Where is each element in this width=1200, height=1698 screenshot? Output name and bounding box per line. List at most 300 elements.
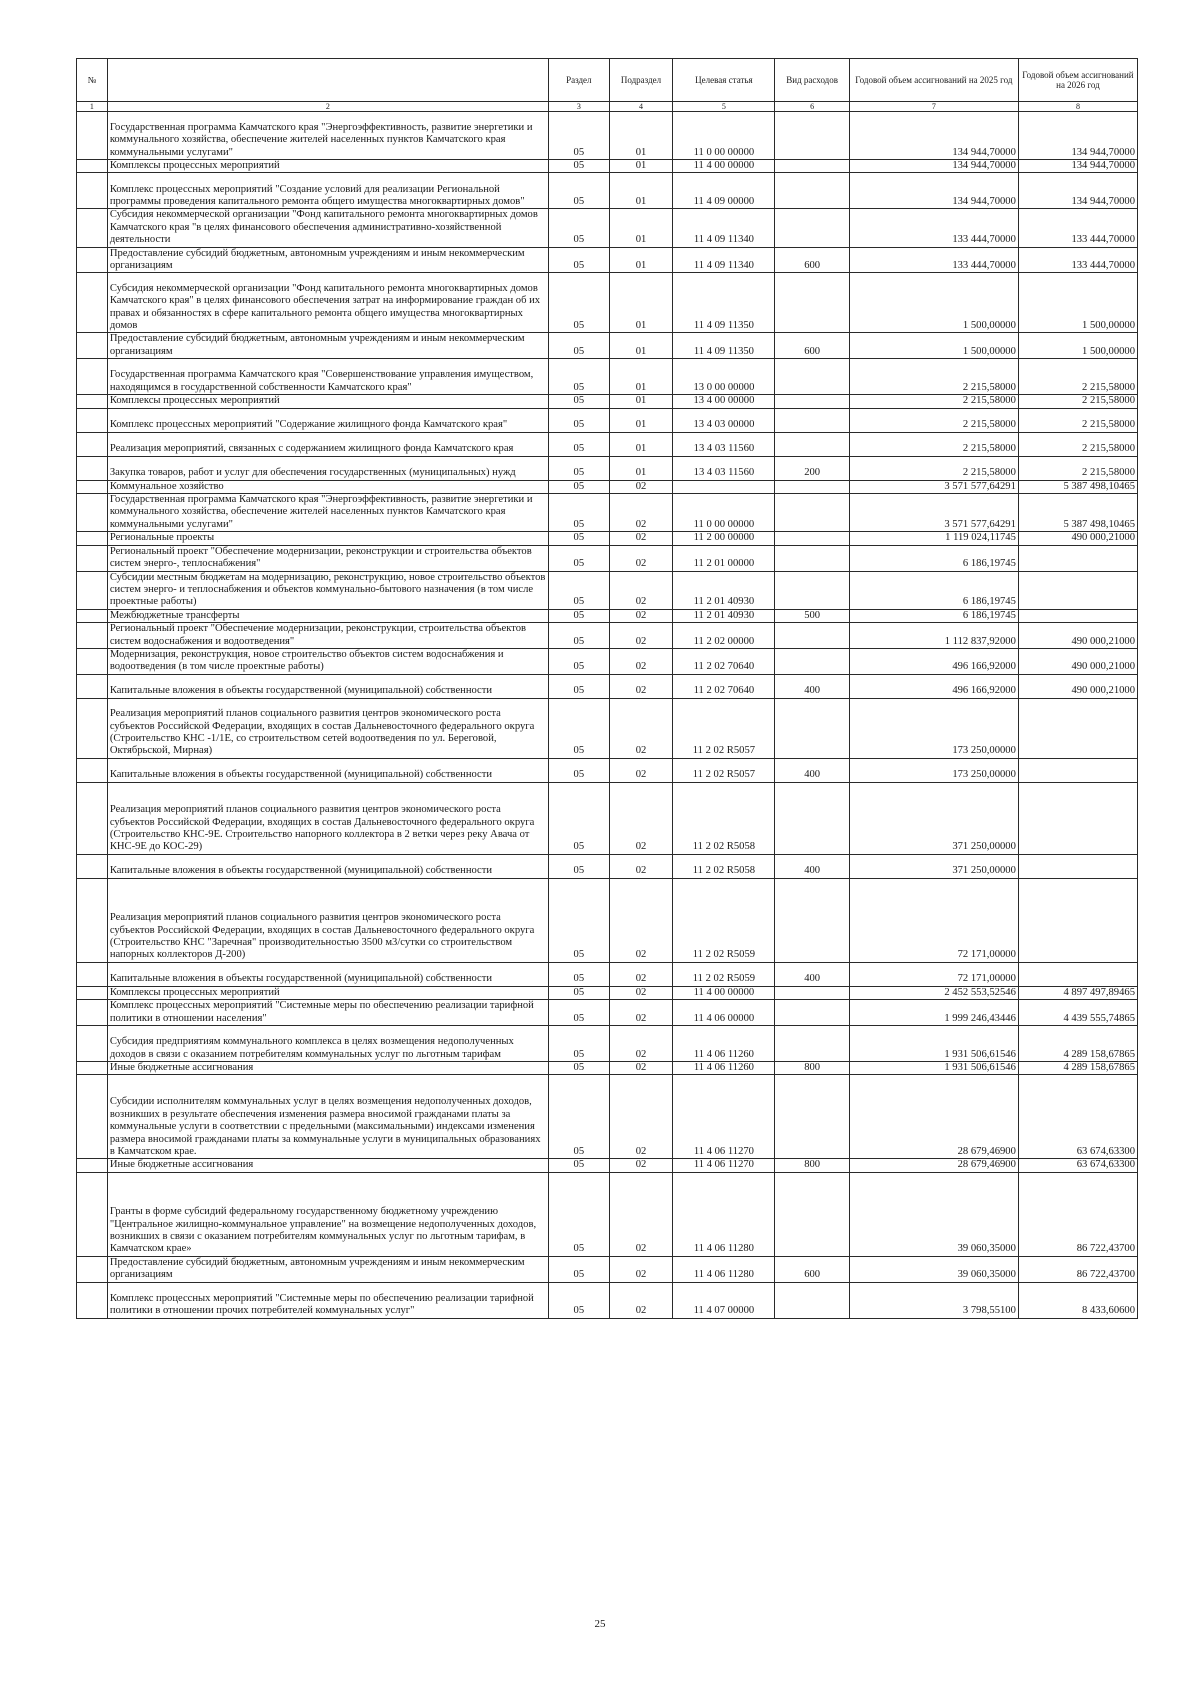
target-article-cell: 11 2 01 00000 <box>673 545 775 571</box>
table-row <box>77 1075 1138 1159</box>
amount-2025-cell: 173 250,00000 <box>849 698 1018 758</box>
amount-2025-cell: 3 571 577,64291 <box>849 494 1018 532</box>
row-number-cell <box>77 609 108 622</box>
row-name-cell: Коммунальное хозяйство <box>107 480 548 493</box>
razdel-cell: 05 <box>549 209 610 247</box>
expense-type-cell <box>775 986 849 999</box>
row-name-cell: Государственная программа Камчатского края "Совершенствование управления имуществом, находящимся в государственной собственности Камчатского края" <box>107 359 548 395</box>
row-number-cell <box>77 623 108 649</box>
amount-2025-cell: 28 679,46900 <box>849 1075 1018 1159</box>
row-name-cell: Предоставление субсидий бюджетным, автономным учреждениям и иным некоммерческим организациям <box>107 333 548 359</box>
amount-2026-cell: 2 215,58000 <box>1018 432 1137 456</box>
row-name-cell: Субсидии местным бюджетам на модернизацию, реконструкцию, новое строительство объектов систем энерго- и теплоснабжения и объектов коммунально-бытового назначения (в том числе проектные работы) <box>107 571 548 609</box>
target-article-cell: 11 4 09 11350 <box>673 273 775 333</box>
target-article-cell: 11 4 00 00000 <box>673 986 775 999</box>
target-article-cell: 13 4 00 00000 <box>673 395 775 408</box>
podrazdel-cell: 02 <box>609 1159 673 1172</box>
target-article-cell: 11 4 07 00000 <box>673 1282 775 1318</box>
amount-2026-cell: 86 722,43700 <box>1018 1172 1137 1256</box>
expense-type-cell <box>775 395 849 408</box>
expense-type-cell <box>775 1025 849 1061</box>
expense-type-cell <box>775 532 849 545</box>
table-row <box>77 1000 1138 1026</box>
budget-table <box>76 58 1138 1319</box>
razdel-cell: 05 <box>549 480 610 493</box>
expense-type-cell <box>775 1075 849 1159</box>
row-number-cell <box>77 1159 108 1172</box>
amount-2025-cell: 1 999 246,43446 <box>849 1000 1018 1026</box>
row-number-cell <box>77 571 108 609</box>
amount-2026-cell: 5 387 498,10465 <box>1018 494 1137 532</box>
amount-2025-cell: 2 215,58000 <box>849 456 1018 480</box>
amount-2025-cell: 134 944,70000 <box>849 160 1018 173</box>
razdel-cell: 05 <box>549 408 610 432</box>
row-name-cell: Капитальные вложения в объекты государственной (муниципальной) собственности <box>107 962 548 986</box>
expense-type-cell <box>775 1000 849 1026</box>
razdel-cell: 05 <box>549 698 610 758</box>
row-name-cell: Региональные проекты <box>107 532 548 545</box>
expense-type-cell: 600 <box>775 1256 849 1282</box>
razdel-cell: 05 <box>549 1256 610 1282</box>
amount-2026-cell <box>1018 854 1137 878</box>
target-article-cell: 11 2 02 70640 <box>673 648 775 674</box>
expense-type-cell <box>775 209 849 247</box>
row-name-cell: Комплексы процессных мероприятий <box>107 986 548 999</box>
row-name-cell: Гранты в форме субсидий федеральному государственному бюджетному учреждению "Центральное жилищно-коммунальное управление" на возмещение недополученных доходов, возникших в связи с оказанием потребителям коммунальных услуг по льготным тарифам, в Камчатском крае» <box>107 1172 548 1256</box>
target-article-cell: 11 4 09 11340 <box>673 209 775 247</box>
page-number: 25 <box>594 1618 606 1630</box>
column-number: 2 <box>107 102 548 112</box>
expense-type-cell <box>775 273 849 333</box>
amount-2026-cell: 86 722,43700 <box>1018 1256 1137 1282</box>
target-article-cell: 11 4 09 00000 <box>673 173 775 209</box>
column-number: 8 <box>1018 102 1137 112</box>
razdel-cell: 05 <box>549 609 610 622</box>
table-row <box>77 758 1138 782</box>
target-article-cell: 13 4 03 11560 <box>673 432 775 456</box>
amount-2026-cell <box>1018 698 1137 758</box>
target-article-cell: 11 2 00 00000 <box>673 532 775 545</box>
expense-type-cell <box>775 112 849 160</box>
expense-type-cell: 600 <box>775 333 849 359</box>
amount-2025-cell: 1 500,00000 <box>849 333 1018 359</box>
table-row <box>77 359 1138 395</box>
amount-2025-cell: 1 500,00000 <box>849 273 1018 333</box>
header-vid: Вид расходов <box>775 59 849 102</box>
expense-type-cell <box>775 494 849 532</box>
razdel-cell: 05 <box>549 160 610 173</box>
amount-2026-cell: 133 444,70000 <box>1018 209 1137 247</box>
row-name-cell: Комплексы процессных мероприятий <box>107 395 548 408</box>
amount-2026-cell: 490 000,21000 <box>1018 648 1137 674</box>
amount-2025-cell: 1 112 837,92000 <box>849 623 1018 649</box>
row-name-cell: Реализация мероприятий планов социального развития центров экономического роста субъектов Российской Федерации, входящих в состав Дальневосточного федерального округа (Строительство КНС "Заречная" производительностью 3500 м3/сутки со строительством напорных коллекторов Д-200) <box>107 878 548 962</box>
target-article-cell: 11 0 00 00000 <box>673 112 775 160</box>
table-row <box>77 545 1138 571</box>
row-name-cell: Межбюджетные трансферты <box>107 609 548 622</box>
razdel-cell: 05 <box>549 623 610 649</box>
row-number-cell <box>77 758 108 782</box>
expense-type-cell <box>775 782 849 854</box>
podrazdel-cell: 01 <box>609 456 673 480</box>
table-row <box>77 1172 1138 1256</box>
row-number-cell <box>77 480 108 493</box>
header-2026: Годовой объем ассигнований на 2026 год <box>1018 59 1137 102</box>
podrazdel-cell: 02 <box>609 758 673 782</box>
podrazdel-cell: 02 <box>609 571 673 609</box>
razdel-cell: 05 <box>549 545 610 571</box>
target-article-cell: 11 2 02 R5057 <box>673 698 775 758</box>
row-number-cell <box>77 674 108 698</box>
row-number-cell <box>77 432 108 456</box>
row-name-cell: Реализация мероприятий планов социального развития центров экономического роста субъектов Российской Федерации, входящих в состав Дальневосточного федерального округа (Строительство КНС -1/1Е, со строительством сетей водоотведения по ул. Береговой, Октябрьской, Мирная) <box>107 698 548 758</box>
row-number-cell <box>77 782 108 854</box>
amount-2026-cell: 5 387 498,10465 <box>1018 480 1137 493</box>
amount-2025-cell: 3 571 577,64291 <box>849 480 1018 493</box>
podrazdel-cell: 01 <box>609 160 673 173</box>
expense-type-cell <box>775 480 849 493</box>
row-number-cell <box>77 698 108 758</box>
amount-2026-cell: 63 674,63300 <box>1018 1159 1137 1172</box>
row-name-cell: Региональный проект "Обеспечение модернизации, реконструкции, строительства объектов систем водоснабжения и водоотведения" <box>107 623 548 649</box>
razdel-cell: 05 <box>549 456 610 480</box>
expense-type-cell: 400 <box>775 674 849 698</box>
amount-2025-cell: 2 452 553,52546 <box>849 986 1018 999</box>
razdel-cell: 05 <box>549 1025 610 1061</box>
target-article-cell: 11 2 02 R5058 <box>673 782 775 854</box>
table-row <box>77 1256 1138 1282</box>
expense-type-cell <box>775 698 849 758</box>
table-row <box>77 698 1138 758</box>
table-row <box>77 1025 1138 1061</box>
expense-type-cell <box>775 1172 849 1256</box>
table-row <box>77 532 1138 545</box>
podrazdel-cell: 01 <box>609 359 673 395</box>
amount-2025-cell: 39 060,35000 <box>849 1256 1018 1282</box>
row-number-cell <box>77 1025 108 1061</box>
razdel-cell: 05 <box>549 571 610 609</box>
row-number-cell <box>77 532 108 545</box>
table-row <box>77 395 1138 408</box>
row-name-cell: Предоставление субсидий бюджетным, автономным учреждениям и иным некоммерческим организациям <box>107 247 548 273</box>
amount-2026-cell: 2 215,58000 <box>1018 395 1137 408</box>
table-body <box>77 112 1138 1319</box>
table-row <box>77 878 1138 962</box>
podrazdel-cell: 02 <box>609 545 673 571</box>
amount-2025-cell: 6 186,19745 <box>849 545 1018 571</box>
amount-2026-cell: 133 444,70000 <box>1018 247 1137 273</box>
amount-2026-cell: 2 215,58000 <box>1018 456 1137 480</box>
row-number-cell <box>77 494 108 532</box>
row-number-cell <box>77 247 108 273</box>
amount-2025-cell: 72 171,00000 <box>849 962 1018 986</box>
target-article-cell: 11 4 06 11270 <box>673 1075 775 1159</box>
table-row <box>77 273 1138 333</box>
podrazdel-cell: 01 <box>609 112 673 160</box>
amount-2026-cell <box>1018 878 1137 962</box>
target-article-cell: 11 4 09 11350 <box>673 333 775 359</box>
target-article-cell: 11 2 02 70640 <box>673 674 775 698</box>
budget-sheet <box>76 58 1138 1592</box>
row-name-cell: Государственная программа Камчатского края "Энергоэффективность, развитие энергетики и коммунального хозяйства, обеспечение жителей населенных пунктов Камчатского края коммунальными услугами" <box>107 112 548 160</box>
row-number-cell <box>77 854 108 878</box>
target-article-cell: 11 4 06 11260 <box>673 1061 775 1074</box>
razdel-cell: 05 <box>549 395 610 408</box>
row-number-cell <box>77 408 108 432</box>
expense-type-cell <box>775 359 849 395</box>
row-name-cell: Иные бюджетные ассигнования <box>107 1159 548 1172</box>
target-article-cell: 11 2 02 R5057 <box>673 758 775 782</box>
expense-type-cell <box>775 571 849 609</box>
target-article-cell: 11 4 06 11260 <box>673 1025 775 1061</box>
table-row <box>77 609 1138 622</box>
table-header-row <box>77 59 1138 102</box>
podrazdel-cell: 02 <box>609 1256 673 1282</box>
row-number-cell <box>77 962 108 986</box>
amount-2026-cell <box>1018 758 1137 782</box>
amount-2026-cell: 1 500,00000 <box>1018 333 1137 359</box>
header-name <box>107 59 548 102</box>
podrazdel-cell: 02 <box>609 698 673 758</box>
amount-2026-cell: 134 944,70000 <box>1018 160 1137 173</box>
razdel-cell: 05 <box>549 1282 610 1318</box>
row-number-cell <box>77 359 108 395</box>
row-name-cell: Реализация мероприятий планов социального развития центров экономического роста субъектов Российской Федерации, входящих в состав Дальневосточного федерального округа (Строительство КНС-9Е. Строительство напорного коллектора в 2 ветки через реку Авача от КНС-9Е до КОС-29) <box>107 782 548 854</box>
razdel-cell: 05 <box>549 532 610 545</box>
expense-type-cell: 800 <box>775 1061 849 1074</box>
table-row <box>77 571 1138 609</box>
target-article-cell: 11 0 00 00000 <box>673 494 775 532</box>
row-name-cell: Капитальные вложения в объекты государственной (муниципальной) собственности <box>107 854 548 878</box>
row-number-cell <box>77 878 108 962</box>
table-row <box>77 962 1138 986</box>
expense-type-cell: 400 <box>775 962 849 986</box>
podrazdel-cell: 01 <box>609 333 673 359</box>
amount-2025-cell: 496 166,92000 <box>849 648 1018 674</box>
row-name-cell: Комплекс процессных мероприятий "Создание условий для реализации Региональной программы проведения капитального ремонта общего имущества многоквартирных домов" <box>107 173 548 209</box>
target-article-cell: 11 4 09 11340 <box>673 247 775 273</box>
amount-2026-cell <box>1018 782 1137 854</box>
target-article-cell: 13 4 03 11560 <box>673 456 775 480</box>
amount-2025-cell: 134 944,70000 <box>849 112 1018 160</box>
amount-2025-cell: 3 798,55100 <box>849 1282 1018 1318</box>
target-article-cell: 13 0 00 00000 <box>673 359 775 395</box>
podrazdel-cell: 02 <box>609 1061 673 1074</box>
razdel-cell: 05 <box>549 333 610 359</box>
row-name-cell: Комплекс процессных мероприятий "Системные меры по обеспечению реализации тарифной политики в отношении населения" <box>107 1000 548 1026</box>
header-podrazdel: Подраздел <box>609 59 673 102</box>
amount-2026-cell <box>1018 571 1137 609</box>
razdel-cell: 05 <box>549 432 610 456</box>
table-row <box>77 648 1138 674</box>
amount-2025-cell: 173 250,00000 <box>849 758 1018 782</box>
row-name-cell: Капитальные вложения в объекты государственной (муниципальной) собственности <box>107 758 548 782</box>
table-row <box>77 432 1138 456</box>
target-article-cell: 13 4 03 00000 <box>673 408 775 432</box>
table-row <box>77 1159 1138 1172</box>
expense-type-cell <box>775 545 849 571</box>
amount-2025-cell: 496 166,92000 <box>849 674 1018 698</box>
row-name-cell: Реализация мероприятий, связанных с содержанием жилищного фонда Камчатского края <box>107 432 548 456</box>
amount-2026-cell: 4 289 158,67865 <box>1018 1025 1137 1061</box>
amount-2026-cell <box>1018 609 1137 622</box>
razdel-cell: 05 <box>549 112 610 160</box>
razdel-cell: 05 <box>549 674 610 698</box>
row-name-cell: Модернизация, реконструкция, новое строительство объектов систем водоснабжения и водоотведения (в том числе проектные работы) <box>107 648 548 674</box>
row-name-cell: Государственная программа Камчатского края "Энергоэффективность, развитие энергетики и коммунального хозяйства, обеспечение жителей населенных пунктов Камчатского края коммунальными услугами" <box>107 494 548 532</box>
amount-2026-cell: 1 500,00000 <box>1018 273 1137 333</box>
podrazdel-cell: 02 <box>609 532 673 545</box>
amount-2025-cell: 1 931 506,61546 <box>849 1025 1018 1061</box>
target-article-cell <box>673 480 775 493</box>
razdel-cell: 05 <box>549 1172 610 1256</box>
podrazdel-cell: 02 <box>609 854 673 878</box>
row-number-cell <box>77 160 108 173</box>
row-number-cell <box>77 1256 108 1282</box>
amount-2026-cell: 4 289 158,67865 <box>1018 1061 1137 1074</box>
row-number-cell <box>77 112 108 160</box>
amount-2025-cell: 2 215,58000 <box>849 395 1018 408</box>
amount-2025-cell: 72 171,00000 <box>849 878 1018 962</box>
amount-2026-cell: 490 000,21000 <box>1018 623 1137 649</box>
expense-type-cell <box>775 432 849 456</box>
amount-2025-cell: 39 060,35000 <box>849 1172 1018 1256</box>
podrazdel-cell: 01 <box>609 432 673 456</box>
expense-type-cell <box>775 160 849 173</box>
table-row <box>77 854 1138 878</box>
razdel-cell: 05 <box>549 1159 610 1172</box>
table-row <box>77 674 1138 698</box>
row-name-cell: Субсидия некоммерческой организации "Фонд капитального ремонта многоквартирных домов Камчатского края" в целях финансового обеспечения затрат на информирование граждан об их правах и обязанностях в сфере капитального ремонта общего имущества многоквартирных домов <box>107 273 548 333</box>
podrazdel-cell: 01 <box>609 273 673 333</box>
podrazdel-cell: 02 <box>609 1075 673 1159</box>
amount-2026-cell: 134 944,70000 <box>1018 112 1137 160</box>
amount-2025-cell: 6 186,19745 <box>849 609 1018 622</box>
podrazdel-cell: 02 <box>609 674 673 698</box>
table-row <box>77 247 1138 273</box>
column-number: 5 <box>673 102 775 112</box>
row-number-cell <box>77 1282 108 1318</box>
row-name-cell: Комплекс процессных мероприятий "Содержание жилищного фонда Камчатского края" <box>107 408 548 432</box>
header-razdel: Раздел <box>549 59 610 102</box>
table-row <box>77 494 1138 532</box>
podrazdel-cell: 02 <box>609 1025 673 1061</box>
podrazdel-cell: 02 <box>609 878 673 962</box>
row-name-cell: Региональный проект "Обеспечение модернизации, реконструкции и строительства объектов систем энерго-, теплоснабжения" <box>107 545 548 571</box>
amount-2025-cell: 371 250,00000 <box>849 782 1018 854</box>
podrazdel-cell: 02 <box>609 1282 673 1318</box>
razdel-cell: 05 <box>549 878 610 962</box>
table-row <box>77 160 1138 173</box>
expense-type-cell <box>775 648 849 674</box>
podrazdel-cell: 02 <box>609 1172 673 1256</box>
table-row <box>77 408 1138 432</box>
expense-type-cell: 600 <box>775 247 849 273</box>
header-target: Целевая статья <box>673 59 775 102</box>
razdel-cell: 05 <box>549 986 610 999</box>
target-article-cell: 11 2 02 R5058 <box>673 854 775 878</box>
podrazdel-cell: 02 <box>609 494 673 532</box>
amount-2026-cell <box>1018 962 1137 986</box>
table-row <box>77 480 1138 493</box>
target-article-cell: 11 4 06 11280 <box>673 1256 775 1282</box>
row-number-cell <box>77 333 108 359</box>
table-row <box>77 986 1138 999</box>
razdel-cell: 05 <box>549 494 610 532</box>
header-2025: Годовой объем ассигнований на 2025 год <box>849 59 1018 102</box>
podrazdel-cell: 02 <box>609 782 673 854</box>
razdel-cell: 05 <box>549 273 610 333</box>
podrazdel-cell: 01 <box>609 395 673 408</box>
table-row <box>77 333 1138 359</box>
amount-2026-cell: 2 215,58000 <box>1018 359 1137 395</box>
target-article-cell: 11 2 01 40930 <box>673 571 775 609</box>
column-number: 4 <box>609 102 673 112</box>
row-number-cell <box>77 456 108 480</box>
podrazdel-cell: 02 <box>609 609 673 622</box>
expense-type-cell: 200 <box>775 456 849 480</box>
amount-2026-cell: 63 674,63300 <box>1018 1075 1137 1159</box>
razdel-cell: 05 <box>549 782 610 854</box>
row-number-cell <box>77 1172 108 1256</box>
target-article-cell: 11 2 02 R5059 <box>673 878 775 962</box>
amount-2026-cell: 2 215,58000 <box>1018 408 1137 432</box>
amount-2025-cell: 2 215,58000 <box>849 408 1018 432</box>
column-number: 7 <box>849 102 1018 112</box>
table-row <box>77 209 1138 247</box>
row-number-cell <box>77 648 108 674</box>
amount-2026-cell: 4 897 497,89465 <box>1018 986 1137 999</box>
amount-2026-cell: 490 000,21000 <box>1018 674 1137 698</box>
target-article-cell: 11 2 02 00000 <box>673 623 775 649</box>
amount-2025-cell: 1 119 024,11745 <box>849 532 1018 545</box>
razdel-cell: 05 <box>549 854 610 878</box>
target-article-cell: 11 2 02 R5059 <box>673 962 775 986</box>
row-number-cell <box>77 986 108 999</box>
podrazdel-cell: 01 <box>609 408 673 432</box>
expense-type-cell: 800 <box>775 1159 849 1172</box>
amount-2026-cell: 490 000,21000 <box>1018 532 1137 545</box>
expense-type-cell <box>775 623 849 649</box>
row-name-cell: Субсидия предприятиям коммунального комплекса в целях возмещения недополученных доходов в связи с оказанием потребителям коммунальных услуг по льготным тарифам <box>107 1025 548 1061</box>
amount-2025-cell: 1 931 506,61546 <box>849 1061 1018 1074</box>
row-number-cell <box>77 1000 108 1026</box>
razdel-cell: 05 <box>549 1061 610 1074</box>
podrazdel-cell: 02 <box>609 1000 673 1026</box>
razdel-cell: 05 <box>549 648 610 674</box>
row-name-cell: Предоставление субсидий бюджетным, автономным учреждениям и иным некоммерческим организациям <box>107 1256 548 1282</box>
row-number-cell <box>77 1075 108 1159</box>
amount-2026-cell: 134 944,70000 <box>1018 173 1137 209</box>
target-article-cell: 11 2 01 40930 <box>673 609 775 622</box>
amount-2025-cell: 133 444,70000 <box>849 247 1018 273</box>
expense-type-cell <box>775 1282 849 1318</box>
razdel-cell: 05 <box>549 1000 610 1026</box>
podrazdel-cell: 02 <box>609 648 673 674</box>
expense-type-cell: 500 <box>775 609 849 622</box>
expense-type-cell: 400 <box>775 758 849 782</box>
podrazdel-cell: 02 <box>609 480 673 493</box>
table-row <box>77 1061 1138 1074</box>
razdel-cell: 05 <box>549 247 610 273</box>
column-number: 6 <box>775 102 849 112</box>
row-name-cell: Комплексы процессных мероприятий <box>107 160 548 173</box>
amount-2025-cell: 133 444,70000 <box>849 209 1018 247</box>
table-row <box>77 112 1138 160</box>
row-name-cell: Закупка товаров, работ и услуг для обеспечения государственных (муниципальных) нужд <box>107 456 548 480</box>
expense-type-cell <box>775 408 849 432</box>
table-row <box>77 456 1138 480</box>
